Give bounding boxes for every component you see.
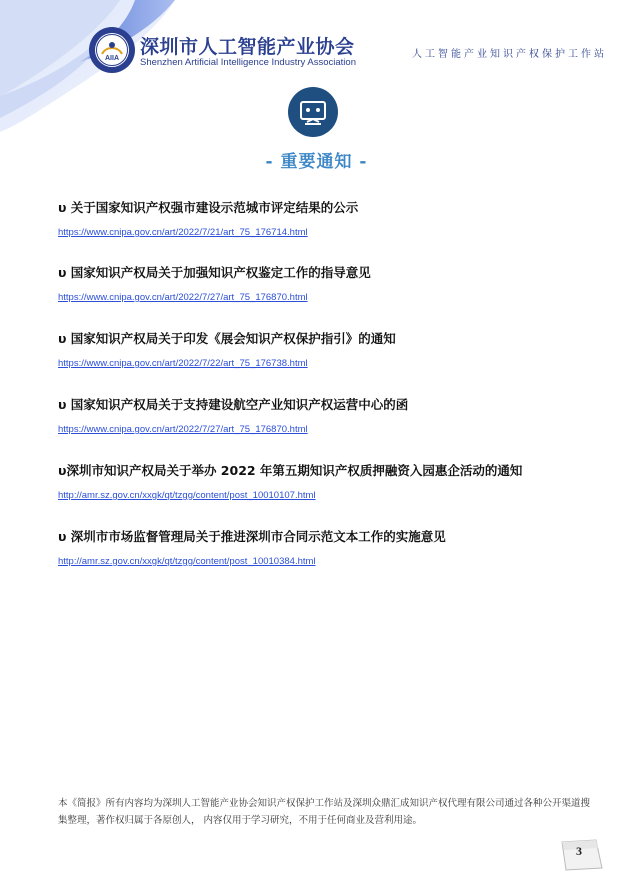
aiia-logo-icon: [88, 26, 136, 74]
notice-link[interactable]: https://www.cnipa.gov.cn/art/2022/7/21/art_75_176714.html: [58, 227, 308, 238]
notice-link[interactable]: https://www.cnipa.gov.cn/art/2022/7/27/art_75_176870.html: [58, 424, 308, 435]
section-title: - 重要通知 -: [265, 152, 368, 172]
notice-item: [58, 463, 618, 502]
notice-item: [58, 200, 618, 239]
notice-item: [58, 397, 618, 436]
page-number: 3: [576, 844, 582, 858]
notice-title: υ深圳市知识产权局关于举办 2022 年第五期知识产权质押融资入园惠企活动的通知: [58, 463, 523, 478]
notice-item: [58, 331, 618, 370]
notice-title: υ 关于国家知识产权强市建设示范城市评定结果的公示: [58, 200, 359, 215]
footer-disclaimer: 本《简报》所有内容均为深圳人工智能产业协会知识产权保护工作站及深圳众鼎汇成知识产权代理有限公司通过各种公开渠道搜集整理，著作权归属于各原创人， 内容仅用于学习研究，不用于任何商业及营利用途。: [58, 798, 591, 826]
notice-link[interactable]: http://amr.sz.gov.cn/xxgk/qt/tzgg/content/post_10010107.html: [58, 490, 316, 501]
notice-item: [58, 529, 618, 568]
notice-title: υ 国家知识产权局关于支持建设航空产业知识产权运营中心的函: [58, 397, 409, 412]
notice-link[interactable]: http://amr.sz.gov.cn/xxgk/qt/tzgg/content/post_10010384.html: [58, 556, 316, 567]
page-header: [0, 0, 633, 90]
org-name-cn: 深圳市人工智能产业协会: [140, 36, 355, 58]
station-name: 人工智能产业知识产权保护工作站: [412, 49, 607, 60]
monitor-robot-icon: [287, 86, 339, 138]
notice-title: υ 国家知识产权局关于印发《展会知识产权保护指引》的通知: [58, 331, 396, 346]
notice-link[interactable]: https://www.cnipa.gov.cn/art/2022/7/27/art_75_176870.html: [58, 292, 308, 303]
org-name-en: Shenzhen Artificial Intelligence Industry Association: [140, 57, 356, 68]
page-number-tab-icon: [560, 838, 604, 872]
notice-item: [58, 265, 618, 304]
notice-title: υ 国家知识产权局关于加强知识产权鉴定工作的指导意见: [58, 265, 371, 280]
notice-link[interactable]: https://www.cnipa.gov.cn/art/2022/7/22/art_75_176738.html: [58, 358, 308, 369]
logo-text: AIIA: [105, 55, 119, 62]
notice-title: υ 深圳市市场监督管理局关于推进深圳市合同示范文本工作的实施意见: [58, 529, 446, 544]
